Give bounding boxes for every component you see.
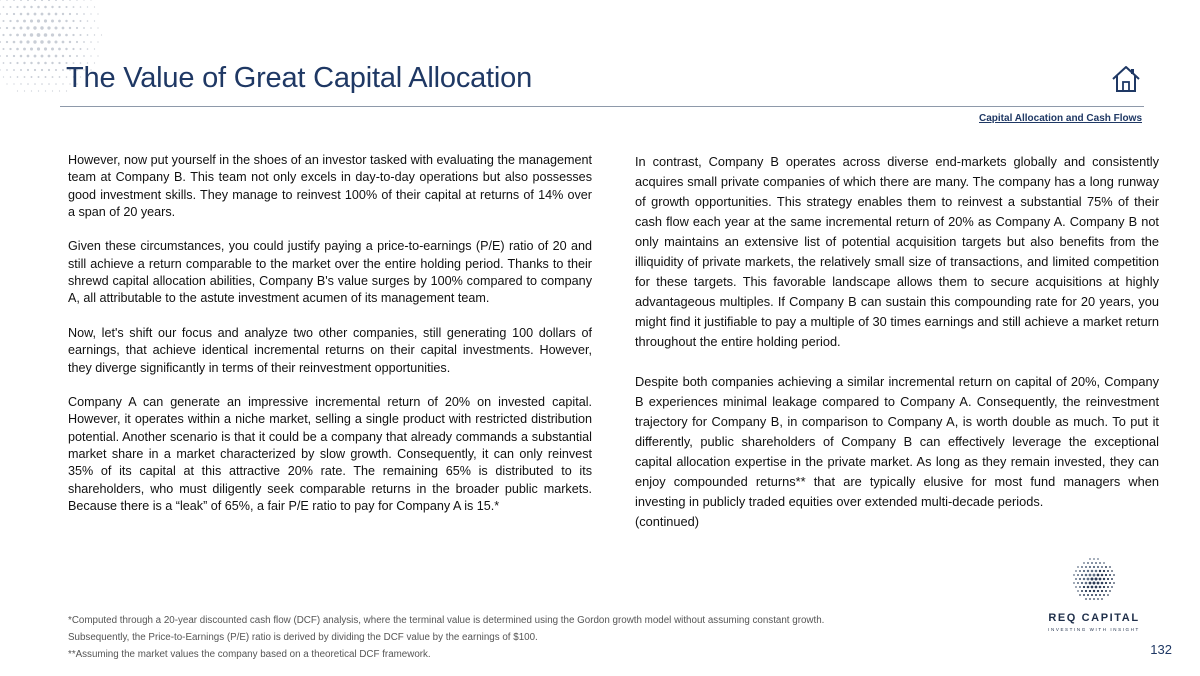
footnote-1: *Computed through a 20-year discounted cash flow (DCF) analysis, where the terminal value is determined using the Gordon growth model without assuming constant growth. [68, 615, 825, 626]
footnotes [68, 612, 918, 663]
left-paragraph-2: Given these circumstances, you could justify paying a price-to-earnings (P/E) ratio of 20 and still achieve a return comparable to the market over the entire holding period. Thanks to their shrewd capital allocation abilities, Company B's value surges by 100% compared to company A, all attributable to the astute investment acumen of its management team. [68, 239, 592, 306]
page-number: 132 [1150, 642, 1172, 657]
continued-label: (continued) [635, 514, 700, 529]
left-paragraph-4: Company A can generate an impressive incremental return of 20% on invested capital. However, it operates within a niche market, selling a single product with restricted distribution potential. Another scenario is that it could be a company that already commands a substantial market share in a market characterized by slow growth. Consequently, it can only reinvest 35% of its capital at this attractive 20% rate. The remaining 65% is distributed to its shareholders, who must diligently seek comparable returns in the broader public markets. Because there is a “leak” of 65%, a fair P/E ratio to pay for Company A is 15.* [68, 395, 592, 513]
logo-name: REQ CAPITAL [1048, 612, 1140, 624]
right-paragraph-2: Despite both companies achieving a similar incremental return on capital of 20%, Company B experiences minimal leakage compared to Company A. Consequently, the reinvestment trajectory for Company B, in comparison to Company A, is worth double as much. To put it differently, public shareholders of Company B can effectively leverage the exceptional capital allocation expertise in the private market. As long as they remain invested, they can enjoy compounded returns** that are typically elusive for most fund managers when investing in publicly traded equities over extended multi-decade periods. [635, 374, 1159, 509]
home-icon[interactable] [1110, 64, 1142, 94]
page-title: The Value of Great Capital Allocation [66, 62, 533, 94]
left-paragraph-1: However, now put yourself in the shoes of an investor tasked with evaluating the management team at Company B. This team not only excels in day-to-day operations but also possesses good investment skills. They manage to reinvest 100% of their capital at returns of 14% over a span of 20 years. [68, 153, 592, 219]
left-column [68, 152, 592, 533]
footnote-3: **Assuming the market values the company based on a theoretical DCF framework. [68, 649, 431, 660]
company-logo [1038, 552, 1150, 634]
globe-dots-icon [1071, 552, 1117, 608]
section-link[interactable]: Capital Allocation and Cash Flows [979, 113, 1142, 124]
header-divider [60, 106, 1144, 107]
logo-tagline: INVESTING WITH INSIGHT [1048, 627, 1140, 632]
right-column [635, 152, 1159, 532]
left-paragraph-3: Now, let's shift our focus and analyze two other companies, still generating 100 dollars of earnings, that achieve identical incremental returns on their capital investments. However, they diverge significantly in terms of their reinvestment opportunities. [68, 325, 592, 375]
right-paragraph-1: In contrast, Company B operates across diverse end-markets globally and consistently acquires small private companies of which there are many. The company has a long runway of growth opportunities. This strategy enables them to reinvest a substantial 75% of their cash flow each year at the same incremental return of 20% as Company A. Company B not only maintains an extensive list of potential acquisition targets but also benefits from the illiquidity of private markets, the relatively small size of transactions, and limited competition for these targets. This favorable landscape allows them to secure acquisitions at highly advantageous multiples. If Company B can sustain this compounding rate for 20 years, you might find it justifiable to pay a multiple of 30 times earnings and still achieve a market return throughout the entire holding period. [635, 154, 1159, 349]
footnote-2: Subsequently, the Price-to-Earnings (P/E) ratio is derived by dividing the DCF value by the earnings of $100. [68, 632, 538, 643]
